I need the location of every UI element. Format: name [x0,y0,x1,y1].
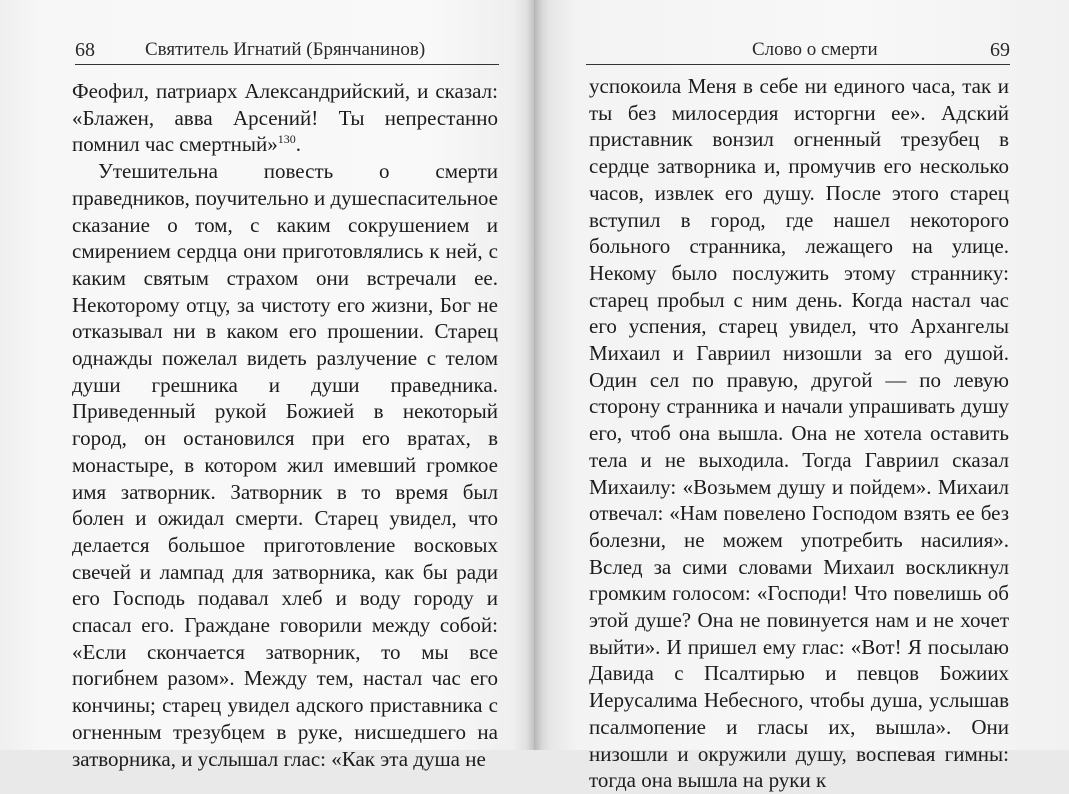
left-paragraph-2: Утешительна повесть о смерти праведников, поучительно и душеспасительное сказание о том, с каким сокрушением и смирением сердца они приготовлялись к ней, с каким святым страхом они встречали ее. Некоторому отцу, за чистоту его жизни, Бог не отказывал ни в каком его прошении. Старец однажды пожелал видеть разлучение с телом души грешника и души праведника. Приведенный рукой Божией в некоторый город, он остановился при его вратах, в монастыре, в котором жил имевший громкое имя затворник. Затворник в то время был болен и ожидал смерти. Старец увидел, что делается большое приготовление восковых свечей и лампад для затворника, как бы ради его Господь подавал хлеб и воду городу и спасал его. Граждане говорили между собой: «Если скончается затворник, то мы все погибнем разом». Между тем, настал час его кончины; старец увидел адского приставника с огненным трезубцем в руке, нисшедшего на затворника, и услышал глас: «Как эта душа не [72,159,498,771]
right-running-head [590,38,1010,62]
left-header-rule [75,64,499,65]
paragraph-text-end: . [295,132,301,157]
right-paragraph-1: успокоила Меня в себе ни единого часа, так и ты без милосердия исторгни ее». Адский приставник вонзил огненный трезубец в сердце затворника и, промучив его несколько часов, извлек его душу. После этого старец вступил в город, где нашел некоторого больного странника, лежащего на улице. Некому было послужить этому страннику: старец пробыл с ним день. Когда настал час его успения, старец увидел, что Архангелы Михаил и Гавриил низошли за его душой. Один сел по правую, другой — по левую сторону странника и начали упрашивать душу его, чтоб она вышла. Она не хотела оставить тела и не выходила. Тогда Гавриил сказал Михаилу: «Возьмем душу и пойдем». Михаил отвечал: «Нам повелено Господом взять ее без болезни, не можем употребить насилия». Вслед за сими словами Михаил воскликнул громким голосом: «Господи! Что повелишь об этой душе? Она не повинуется нам и не хочет выйти». И пришел ему глас: «Вот! Я посылаю Давида с Псалтирью и певцов Божиих Иерусалима Небесного, чтобы душа, услышав псалмопение и гласы их, вышла». Они низошли и окружили душу, воспевая гимны: тогда она вышла на руки к [589,74,1009,793]
left-running-head [75,38,475,62]
left-page [0,0,534,771]
right-header-rule [586,64,1010,65]
footnote-reference: 130 [277,132,296,147]
left-page-number: 68 [75,39,95,61]
right-page-number: 69 [990,39,1010,61]
right-page [534,0,1069,793]
left-paragraph-1 [72,78,498,158]
paragraph-text: Феофил, патриарх Александрийский, и сказал: «Блажен, авва Арсений! Ты непрестанно помнил час смертный» [72,79,498,157]
right-body-text [589,73,1009,794]
book-gutter-shadow [526,0,542,750]
left-body-text [72,78,498,772]
right-running-title: Слово о смерти [752,39,878,60]
left-running-title: Святитель Игнатий (Брянчанинов) [145,39,426,60]
